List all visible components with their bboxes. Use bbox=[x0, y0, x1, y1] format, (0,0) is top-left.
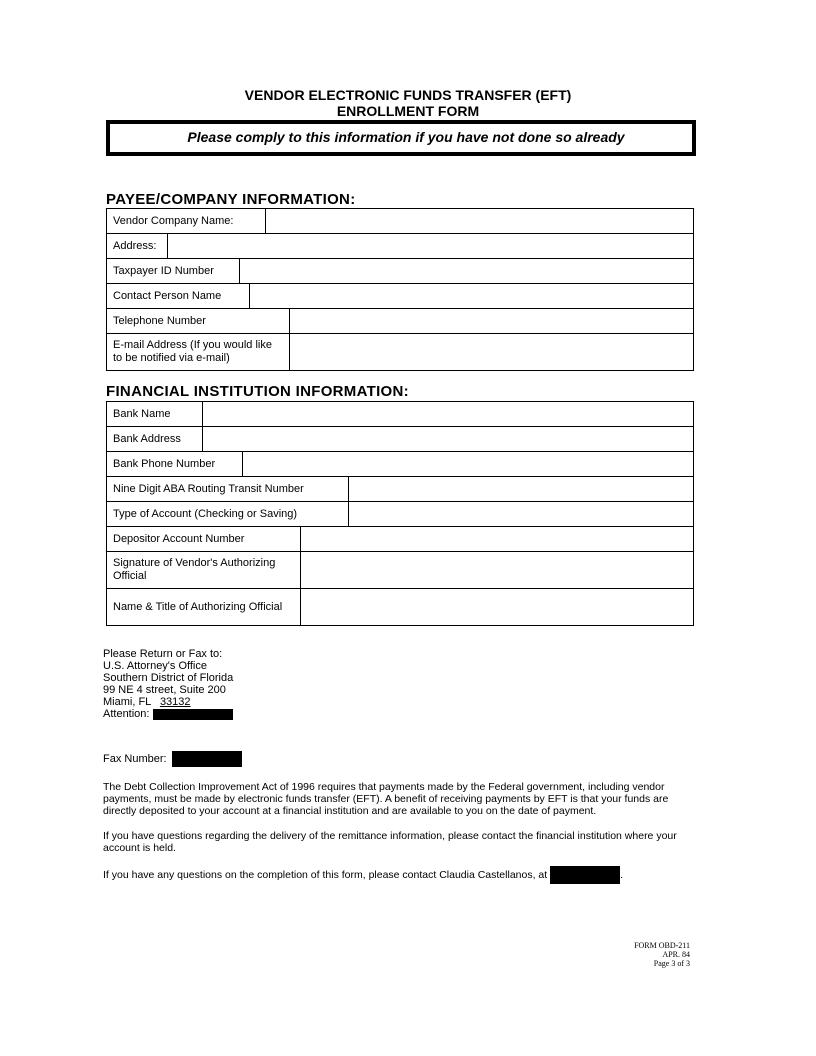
field-label: Vendor Company Name: bbox=[107, 209, 266, 233]
vendor-company-name-row[interactable] bbox=[107, 209, 693, 234]
form-title-line1: VENDOR ELECTRONIC FUNDS TRANSFER (EFT) bbox=[244, 87, 572, 103]
form-date: APR. 84 bbox=[662, 950, 690, 959]
field-label: Depositor Account Number bbox=[107, 527, 301, 551]
field-label: Type of Account (Checking or Saving) bbox=[107, 502, 349, 526]
email-row[interactable] bbox=[107, 334, 693, 370]
field-label: Taxpayer ID Number bbox=[107, 259, 240, 283]
field-label: Address: bbox=[107, 234, 168, 258]
field-label: Nine Digit ABA Routing Transit Number bbox=[107, 477, 349, 501]
financial-section-heading: FINANCIAL INSTITUTION INFORMATION: bbox=[106, 383, 409, 400]
field-label: Contact Person Name bbox=[107, 284, 250, 308]
form-footer bbox=[560, 941, 690, 968]
zip-code: 33132 bbox=[159, 696, 191, 708]
city-state: Miami, FL bbox=[103, 696, 151, 708]
contact-text: If you have any questions on the completion of this form, please contact Claudia Castellanos, at bbox=[103, 868, 548, 881]
page-number: Page 3 of 3 bbox=[653, 959, 690, 968]
routing-number-row[interactable] bbox=[107, 477, 693, 502]
return-line: 99 NE 4 street, Suite 200 bbox=[103, 684, 226, 696]
field-label: Signature of Vendor's Authorizing Official bbox=[107, 552, 301, 588]
redaction-box bbox=[172, 751, 242, 767]
form-number: FORM OBD-211 bbox=[634, 941, 690, 950]
redaction-box bbox=[153, 709, 233, 720]
contact-person-row[interactable] bbox=[107, 284, 693, 309]
field-label: Bank Address bbox=[107, 427, 203, 451]
depositor-account-row[interactable] bbox=[107, 527, 693, 552]
contact-text-end: . bbox=[620, 868, 624, 881]
field-label: E-mail Address (If you would like to be notified via e-mail) bbox=[107, 334, 290, 370]
payee-section-heading: PAYEE/COMPANY INFORMATION: bbox=[106, 191, 356, 208]
eft-requirement-paragraph: The Debt Collection Improvement Act of 1996 requires that payments made by the Federal government, including vendor payments, must be made by electronic funds transfer (EFT). A benefit of receiving payments by EFT is that your funds are directly deposited to your account at a financial institution and are available to you on the date of payment. bbox=[103, 781, 669, 817]
redaction-box bbox=[550, 866, 620, 884]
return-line: Please Return or Fax to: bbox=[103, 648, 223, 660]
field-label: Telephone Number bbox=[107, 309, 290, 333]
field-label: Bank Phone Number bbox=[107, 452, 243, 476]
taxpayer-id-row[interactable] bbox=[107, 259, 693, 284]
address-row[interactable] bbox=[107, 234, 693, 259]
notice-banner bbox=[106, 120, 696, 156]
field-label: Bank Name bbox=[107, 402, 203, 426]
fax-label: Fax Number: bbox=[103, 752, 167, 765]
payee-info-table bbox=[106, 208, 694, 371]
city-state-line bbox=[103, 696, 233, 708]
name-title-row[interactable] bbox=[107, 589, 693, 625]
form-title-line2: ENROLLMENT FORM bbox=[336, 103, 480, 119]
remittance-questions-paragraph: If you have questions regarding the delivery of the remittance information, please contact the financial institution where your account is held. bbox=[103, 830, 677, 854]
attention-label: Attention: bbox=[103, 708, 150, 720]
return-line: U.S. Attorney's Office bbox=[103, 660, 207, 672]
financial-info-table bbox=[106, 401, 694, 626]
account-type-row[interactable] bbox=[107, 502, 693, 527]
bank-phone-row[interactable] bbox=[107, 452, 693, 477]
bank-address-row[interactable] bbox=[107, 427, 693, 452]
bank-name-row[interactable] bbox=[107, 402, 693, 427]
return-line: Southern District of Florida bbox=[103, 672, 234, 684]
telephone-row[interactable] bbox=[107, 309, 693, 334]
return-address-block bbox=[103, 648, 233, 720]
contact-paragraph bbox=[103, 866, 703, 884]
notice-banner-text: Please comply to this information if you have not done so already bbox=[187, 129, 625, 145]
attention-line bbox=[103, 708, 233, 720]
field-label: Name & Title of Authorizing Official bbox=[107, 589, 301, 625]
signature-row[interactable] bbox=[107, 552, 693, 589]
fax-line bbox=[103, 751, 242, 767]
